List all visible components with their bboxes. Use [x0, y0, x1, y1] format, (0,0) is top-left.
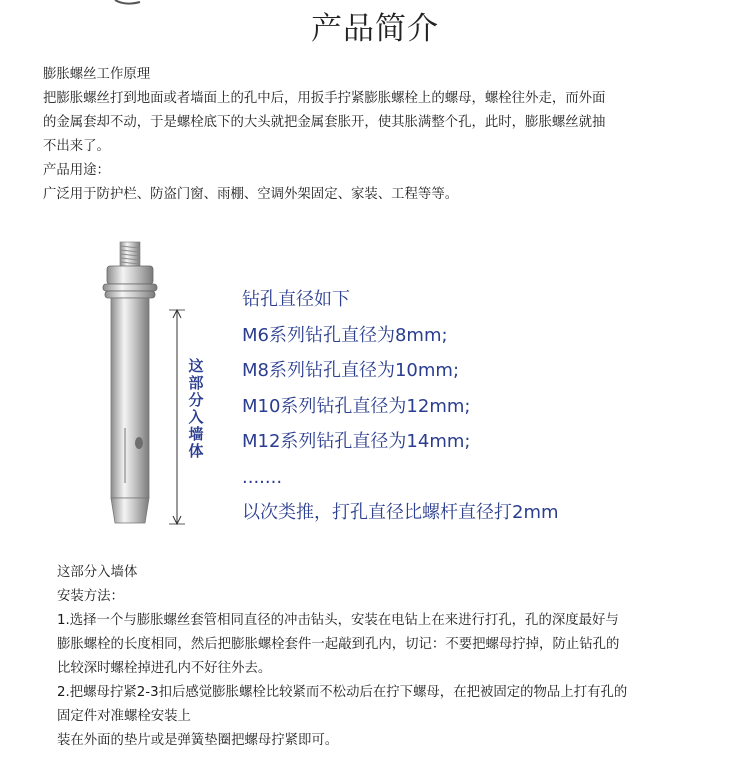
- install-line: 安装方法：: [57, 589, 124, 604]
- install-line: 膨胀螺栓的长度相同，然后把膨胀螺栓套件一起敲到孔内，切记：不要把螺母拧掉，防止钻孔的: [57, 637, 620, 652]
- intro-section: [43, 63, 723, 207]
- spec-line: M12系列钻孔直径为14mm;: [242, 431, 471, 452]
- spec-rule: 以次类推，打孔直径比螺杆直径打2mm: [242, 502, 559, 523]
- spec-heading: 钻孔直径如下: [242, 289, 350, 310]
- spec-ellipsis: .......: [242, 466, 283, 488]
- page-title: 产品简介: [311, 11, 439, 47]
- spec-line: M8系列钻孔直径为10mm;: [242, 360, 460, 381]
- intro-heading: 膨胀螺丝工作原理: [43, 67, 151, 82]
- drill-spec-list: [242, 282, 559, 531]
- spec-line: M6系列钻孔直径为8mm;: [242, 324, 448, 346]
- product-figure: [95, 238, 745, 538]
- spec-line: M10系列钻孔直径为12mm;: [242, 395, 471, 417]
- intro-line: 的金属套却不动，于是螺栓底下的大头就把金属套胀开，使其胀满整个孔，此时，膨胀螺丝就抽: [43, 115, 606, 130]
- install-line: 2.把螺母拧紧2-3扣后感觉膨胀螺栓比较紧而不松动后在拧下螺母，在把被固定的物品上打有孔的: [57, 685, 628, 700]
- wall-depth-label: 这部分入墙体: [188, 357, 204, 460]
- intro-line: 广泛用于防护栏、防盗门窗、雨棚、空调外架固定、家装、工程等等。: [43, 187, 459, 202]
- install-line: 这部分入墙体: [57, 565, 138, 580]
- intro-line: 不出来了。: [43, 139, 110, 154]
- install-line: 固定件对准螺栓安装上: [57, 709, 191, 724]
- install-line: 装在外面的垫片或是弹簧垫圈把螺母拧紧即可。: [57, 733, 339, 748]
- intro-line: 产品用途：: [43, 163, 110, 178]
- install-section: [57, 561, 737, 753]
- install-line: 比较深时螺栓掉进孔内不好往外去。: [57, 661, 272, 676]
- expansion-bolt-illustration: [95, 238, 235, 538]
- intro-line: 把膨胀螺丝打到地面或者墙面上的孔中后，用扳手拧紧膨胀螺栓上的螺母，螺栓往外走，而外面: [43, 91, 606, 106]
- install-line: 1.选择一个与膨胀螺丝套管相同直径的冲击钻头，安装在电钻上在来进行打孔，孔的深度最好与: [57, 613, 619, 628]
